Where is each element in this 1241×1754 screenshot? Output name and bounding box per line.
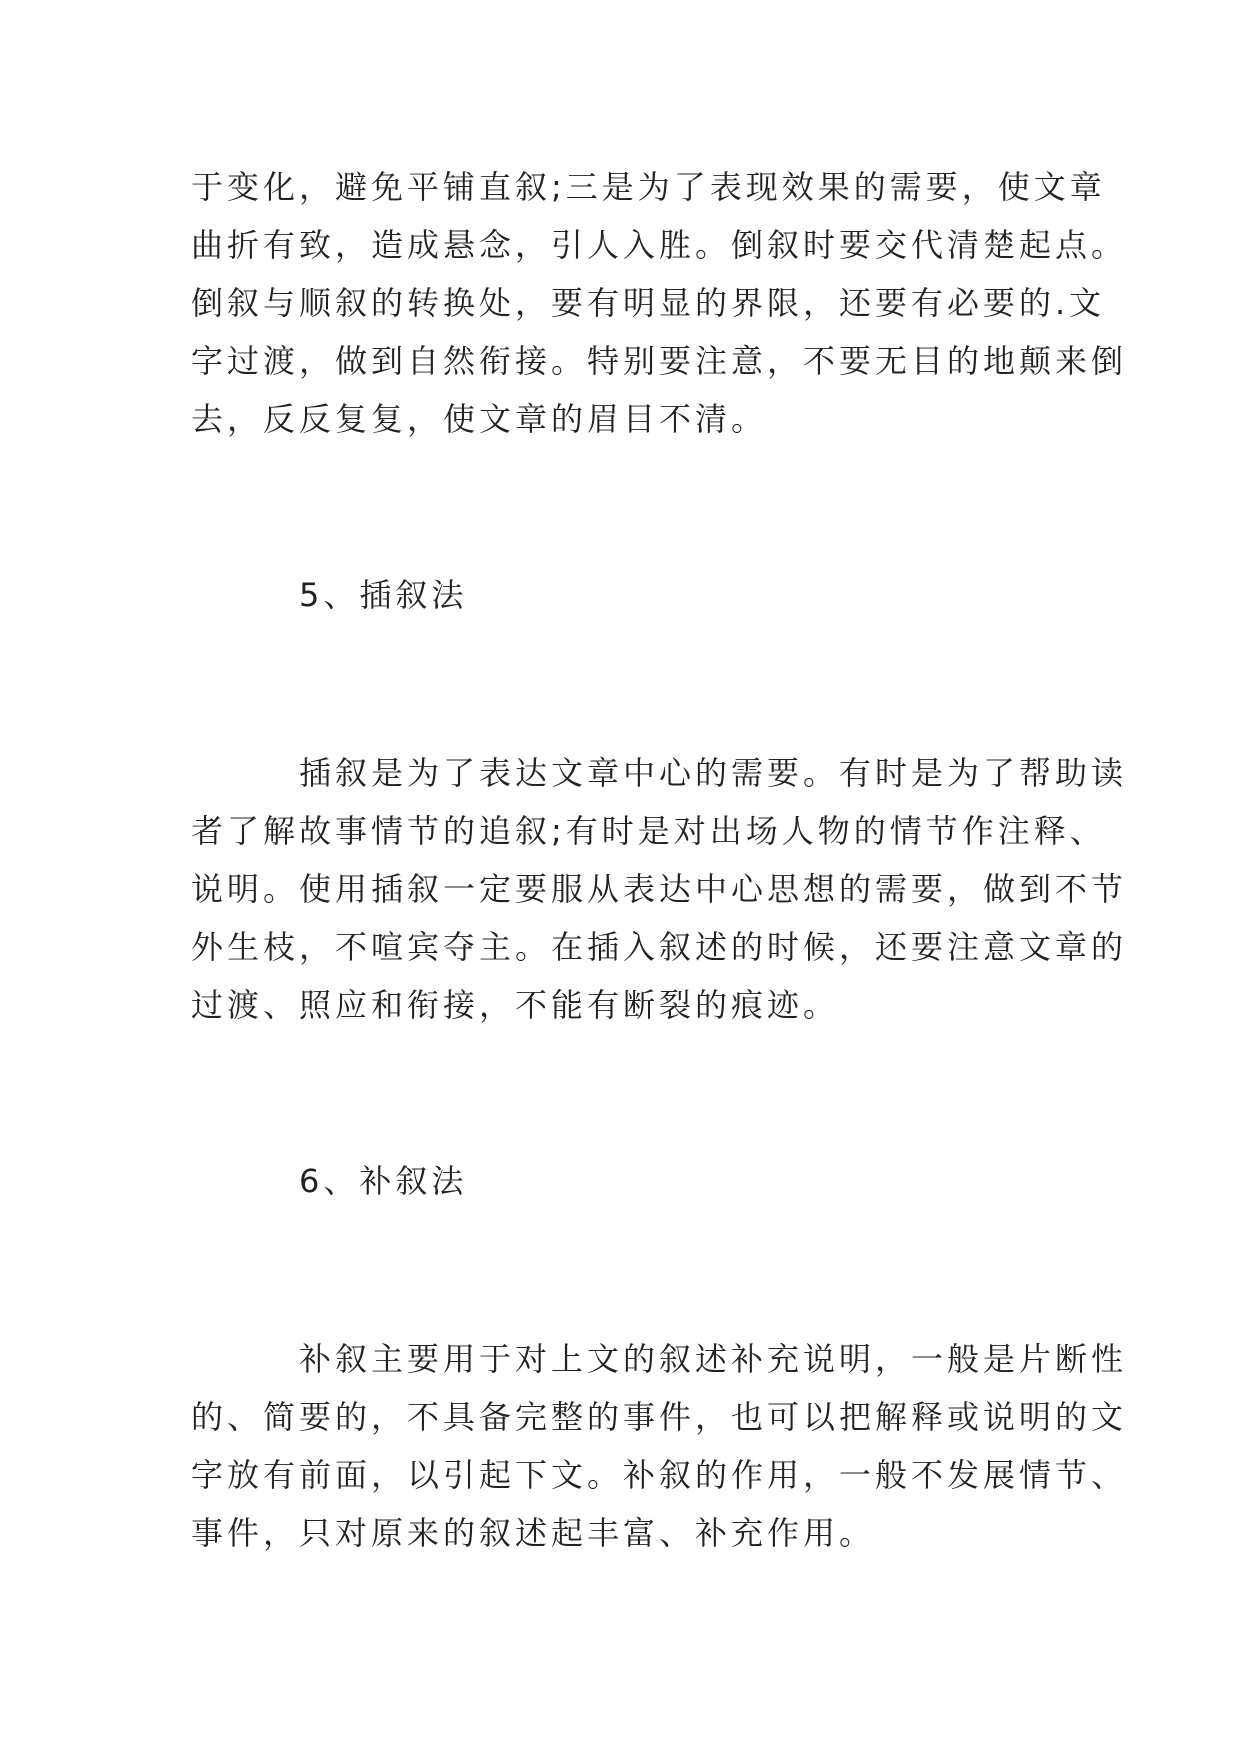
paragraph-insertion: [191, 744, 1128, 1034]
text-line: 字放有前面，以引起下文。补叙的作用，一般不发展情节、: [191, 1456, 1128, 1494]
text-line: 倒叙与顺叙的转换处，要有明显的界限，还要有必要的.文: [191, 284, 1106, 322]
paragraph-supplement: [191, 1330, 1128, 1562]
text-line: 曲折有致，造成悬念，引人入胜。倒叙时要交代清楚起点。: [191, 226, 1128, 264]
text-line: 插叙是为了表达文章中心的需要。有时是为了帮助读: [299, 754, 1128, 792]
text-line: 字过渡，做到自然衔接。特别要注意，不要无目的地颠来倒: [191, 342, 1128, 380]
paragraph-continuation: [191, 158, 1128, 448]
section-heading-6: 6、补叙法: [299, 1162, 468, 1200]
text-line: 事件，只对原来的叙述起丰富、补充作用。: [191, 1514, 876, 1552]
text-line: 的、简要的，不具备完整的事件，也可以把解释或说明的文: [191, 1398, 1128, 1436]
text-line: 说明。使用插叙一定要服从表达中心思想的需要，做到不节: [191, 870, 1128, 908]
text-line: 去，反反复复，使文章的眉目不清。: [191, 400, 768, 438]
section-heading-5: 5、插叙法: [299, 576, 468, 614]
text-line: 外生枝，不喧宾夺主。在插入叙述的时候，还要注意文章的: [191, 928, 1128, 966]
text-line: 过渡、照应和衔接，不能有断裂的痕迹。: [191, 986, 840, 1024]
text-line: 者了解故事情节的追叙;有时是对出场人物的情节作注释、: [191, 812, 1106, 850]
text-line: 补叙主要用于对上文的叙述补充说明，一般是片断性: [299, 1340, 1128, 1378]
text-line: 于变化，避免平铺直叙;三是为了表现效果的需要，使文章: [191, 168, 1106, 206]
